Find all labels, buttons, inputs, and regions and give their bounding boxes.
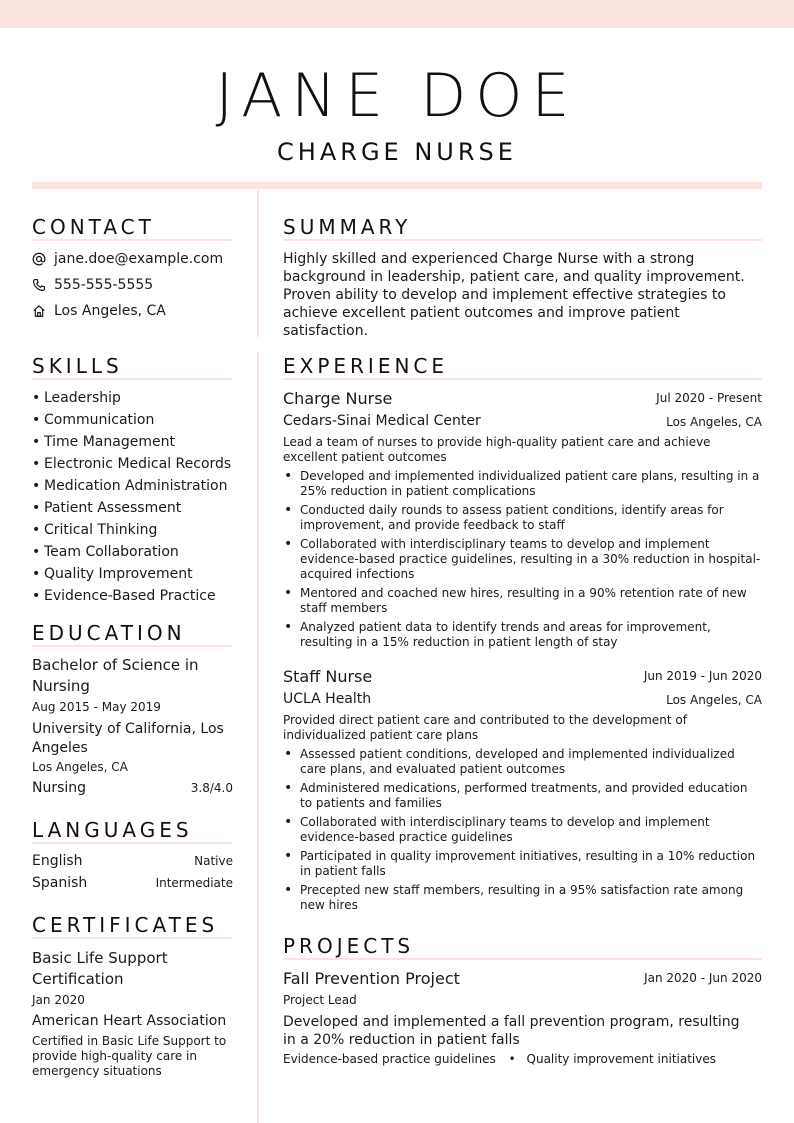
job-bullet: • Precepted new staff members, resulting in a 95% satisfaction rate among new hires xyxy=(283,883,761,913)
job-role: Charge Nurse xyxy=(283,389,393,408)
job-title: CHARGE NURSE xyxy=(277,138,517,166)
top-accent-band xyxy=(0,0,794,28)
contact-email-row xyxy=(32,249,223,269)
project-tag: Quality improvement initiatives xyxy=(526,1052,716,1066)
education-gpa: 3.8/4.0 xyxy=(190,781,233,795)
contact-heading: CONTACT xyxy=(32,215,155,239)
job-employer: Cedars-Sinai Medical Center xyxy=(283,413,481,429)
project-tags xyxy=(283,1052,716,1066)
skill-item: • Leadership xyxy=(32,388,247,410)
education-dates: Aug 2015 - May 2019 xyxy=(32,700,161,714)
contact-phone-row xyxy=(32,275,153,295)
certificates-rule xyxy=(32,937,232,939)
column-divider-bottom xyxy=(257,352,259,1123)
languages-heading: LANGUAGES xyxy=(32,818,193,842)
languages-rule xyxy=(32,842,232,844)
job-dates: Jun 2019 - Jun 2020 xyxy=(643,669,762,683)
education-rule xyxy=(32,645,232,647)
job-employer: UCLA Health xyxy=(283,691,372,707)
skill-item: • Evidence-Based Practice xyxy=(32,586,247,608)
job-role: Staff Nurse xyxy=(283,667,373,686)
education-location: Los Angeles, CA xyxy=(32,760,128,774)
job-bullet: • Analyzed patient data to identify trends and areas for improvement, resulting in a 15% reduction in patient length of stay xyxy=(283,620,761,650)
job-bullet: • Administered medications, performed treatments, and provided education to patients and families xyxy=(283,781,761,811)
projects-heading: PROJECTS xyxy=(283,934,415,958)
certificate-name: Basic Life Support Certification xyxy=(32,949,168,988)
column-divider-top xyxy=(257,190,259,337)
language-level: Native xyxy=(194,854,233,868)
job-bullet: • Mentored and coached new hires, resulting in a 90% retention rate of new staff members xyxy=(283,586,761,616)
job-bullet: • Developed and implemented individualized patient care plans, resulting in a 25% reduction in patient complications xyxy=(283,469,761,499)
job-bullets xyxy=(283,469,761,654)
skill-item: • Medication Administration xyxy=(32,476,247,498)
job-bullet: • Participated in quality improvement initiatives, resulting in a 10% reduction in patient falls xyxy=(283,849,761,879)
header-divider xyxy=(32,182,762,189)
summary-rule xyxy=(283,239,762,241)
experience-heading: EXPERIENCE xyxy=(283,354,449,378)
job-bullet: • Collaborated with interdisciplinary teams to develop and implement evidence-based practice guidelines, resulting in a 30% reduction in hospital-acquired infections xyxy=(283,537,761,582)
contact-phone[interactable]: 555-555-5555 xyxy=(54,277,154,293)
project-description: Developed and implemented a fall prevention program, resulting in a 20% reduction in patient falls xyxy=(283,1014,740,1048)
contact-location: Los Angeles, CA xyxy=(54,303,166,319)
project-name: Fall Prevention Project xyxy=(283,969,460,988)
skill-item: • Communication xyxy=(32,410,247,432)
job-bullets xyxy=(283,747,761,917)
skills-heading: SKILLS xyxy=(32,354,123,378)
at-icon xyxy=(32,252,46,266)
language-name: Spanish xyxy=(32,875,88,891)
education-school: University of California, Los Angeles xyxy=(32,721,224,756)
skill-item: • Patient Assessment xyxy=(32,498,247,520)
summary-text: Highly skilled and experienced Charge Nurse with a strong background in leadership, patient care, and quality improvement. Proven ability to develop and implement effective strategies to achieve excellent patient outcomes and improve patient satisfaction. xyxy=(283,251,745,339)
tag-separator: • xyxy=(508,1052,516,1066)
job-location: Los Angeles, CA xyxy=(666,693,762,707)
skills-list xyxy=(32,388,247,608)
contact-email[interactable]: jane.doe@example.com xyxy=(54,251,224,267)
skill-item: • Team Collaboration xyxy=(32,542,247,564)
job-bullet: • Assessed patient conditions, developed and implemented individualized care plans, and evaluated patient outcomes xyxy=(283,747,761,777)
project-tag: Evidence-based practice guidelines xyxy=(283,1052,496,1066)
candidate-name: JANE DOE xyxy=(215,61,579,131)
job-bullet: • Collaborated with interdisciplinary teams to develop and implement evidence-based practice guidelines xyxy=(283,815,761,845)
project-role: Project Lead xyxy=(283,993,357,1007)
language-name: English xyxy=(32,853,83,869)
summary-heading: SUMMARY xyxy=(283,215,412,239)
skill-item: • Quality Improvement xyxy=(32,564,247,586)
home-icon xyxy=(32,304,46,318)
job-bullet: • Conducted daily rounds to assess patient conditions, identify areas for improvement, and provide feedback to staff xyxy=(283,503,761,533)
project-dates: Jan 2020 - Jun 2020 xyxy=(644,971,762,985)
contact-location-row xyxy=(32,301,166,321)
certificate-date: Jan 2020 xyxy=(32,993,85,1007)
job-location: Los Angeles, CA xyxy=(666,415,762,429)
job-dates: Jul 2020 - Present xyxy=(656,391,762,405)
job-summary: Provided direct patient care and contributed to the development of individualized patient care plans xyxy=(283,713,687,742)
language-level: Intermediate xyxy=(155,876,233,890)
job-summary: Lead a team of nurses to provide high-quality patient care and achieve excellent patient outcomes xyxy=(283,435,711,464)
skill-item: • Time Management xyxy=(32,432,247,454)
experience-rule xyxy=(283,378,762,380)
contact-rule xyxy=(32,239,232,241)
education-heading: EDUCATION xyxy=(32,621,186,645)
education-field: Nursing xyxy=(32,780,87,796)
certificates-heading: CERTIFICATES xyxy=(32,913,219,937)
projects-rule xyxy=(283,958,762,960)
skill-item: • Electronic Medical Records xyxy=(32,454,247,476)
education-degree: Bachelor of Science in Nursing xyxy=(32,656,199,695)
skills-rule xyxy=(32,378,232,380)
phone-icon xyxy=(32,278,46,292)
certificate-description: Certified in Basic Life Support to provide high-quality care in emergency situations xyxy=(32,1034,227,1078)
certificate-issuer: American Heart Association xyxy=(32,1013,227,1029)
skill-item: • Critical Thinking xyxy=(32,520,247,542)
